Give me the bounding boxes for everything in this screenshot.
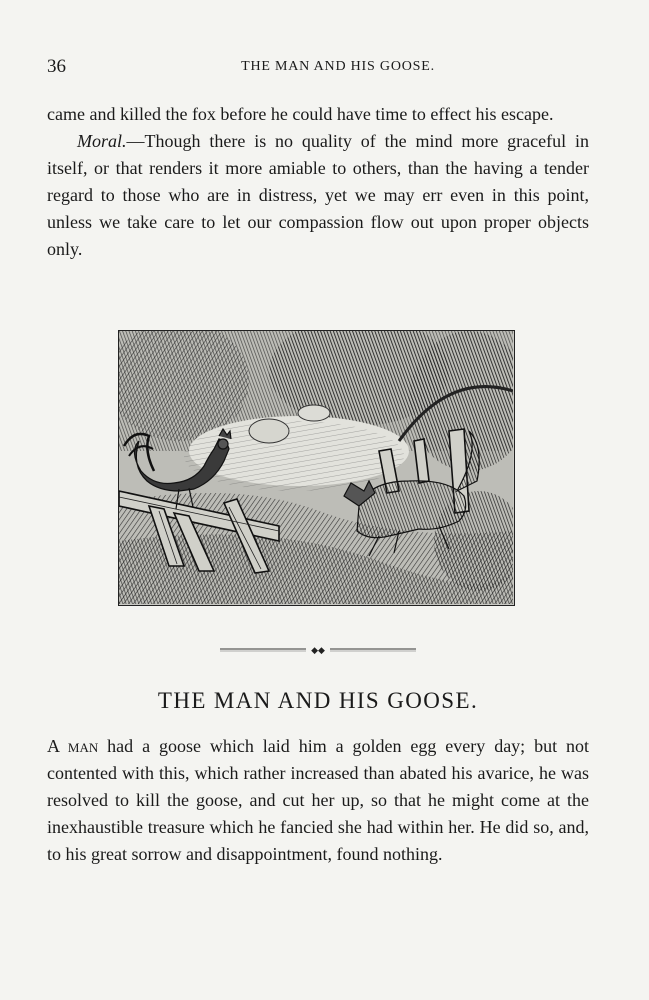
- moral-paragraph: [47, 128, 589, 263]
- running-head: [47, 56, 589, 82]
- running-title: THE MAN AND HIS GOOSE.: [241, 59, 435, 74]
- fable-title: THE MAN AND HIS GOOSE.: [157, 688, 479, 713]
- moral-body: —Though there is no quality of the mind more graceful in itself, or that renders it more amiable to others, than the having a tender regard to those who are in distress, yet we may err even in this point, unless we take care to let our compassion flow out upon proper objects only.: [47, 131, 589, 259]
- continuation-paragraph: came and killed the fox before he could have time to effect his escape.: [47, 104, 554, 124]
- fable-text: [47, 733, 589, 868]
- ornament-glyph: ◆◆: [311, 646, 325, 656]
- page-number: 36: [47, 56, 66, 77]
- cock-and-fox-illustration: [118, 330, 515, 606]
- section-divider-ornament: [220, 642, 416, 656]
- fable-paragraph: [47, 733, 589, 868]
- opening-words: A man: [47, 736, 99, 756]
- fable-body: had a goose which laid him a golden egg every day; but not contented with this, which rather increased than abated his avarice, he was resolved to kill the goose, and cut her up, so that he might come at the inexhaustible treasure which he fancied she had within her. He did so, and, to his great sorrow and disappointment, found nothing.: [47, 736, 590, 864]
- moral-label: Moral.: [77, 131, 127, 151]
- engraving-image: [119, 331, 513, 604]
- previous-fable-text: [47, 101, 589, 263]
